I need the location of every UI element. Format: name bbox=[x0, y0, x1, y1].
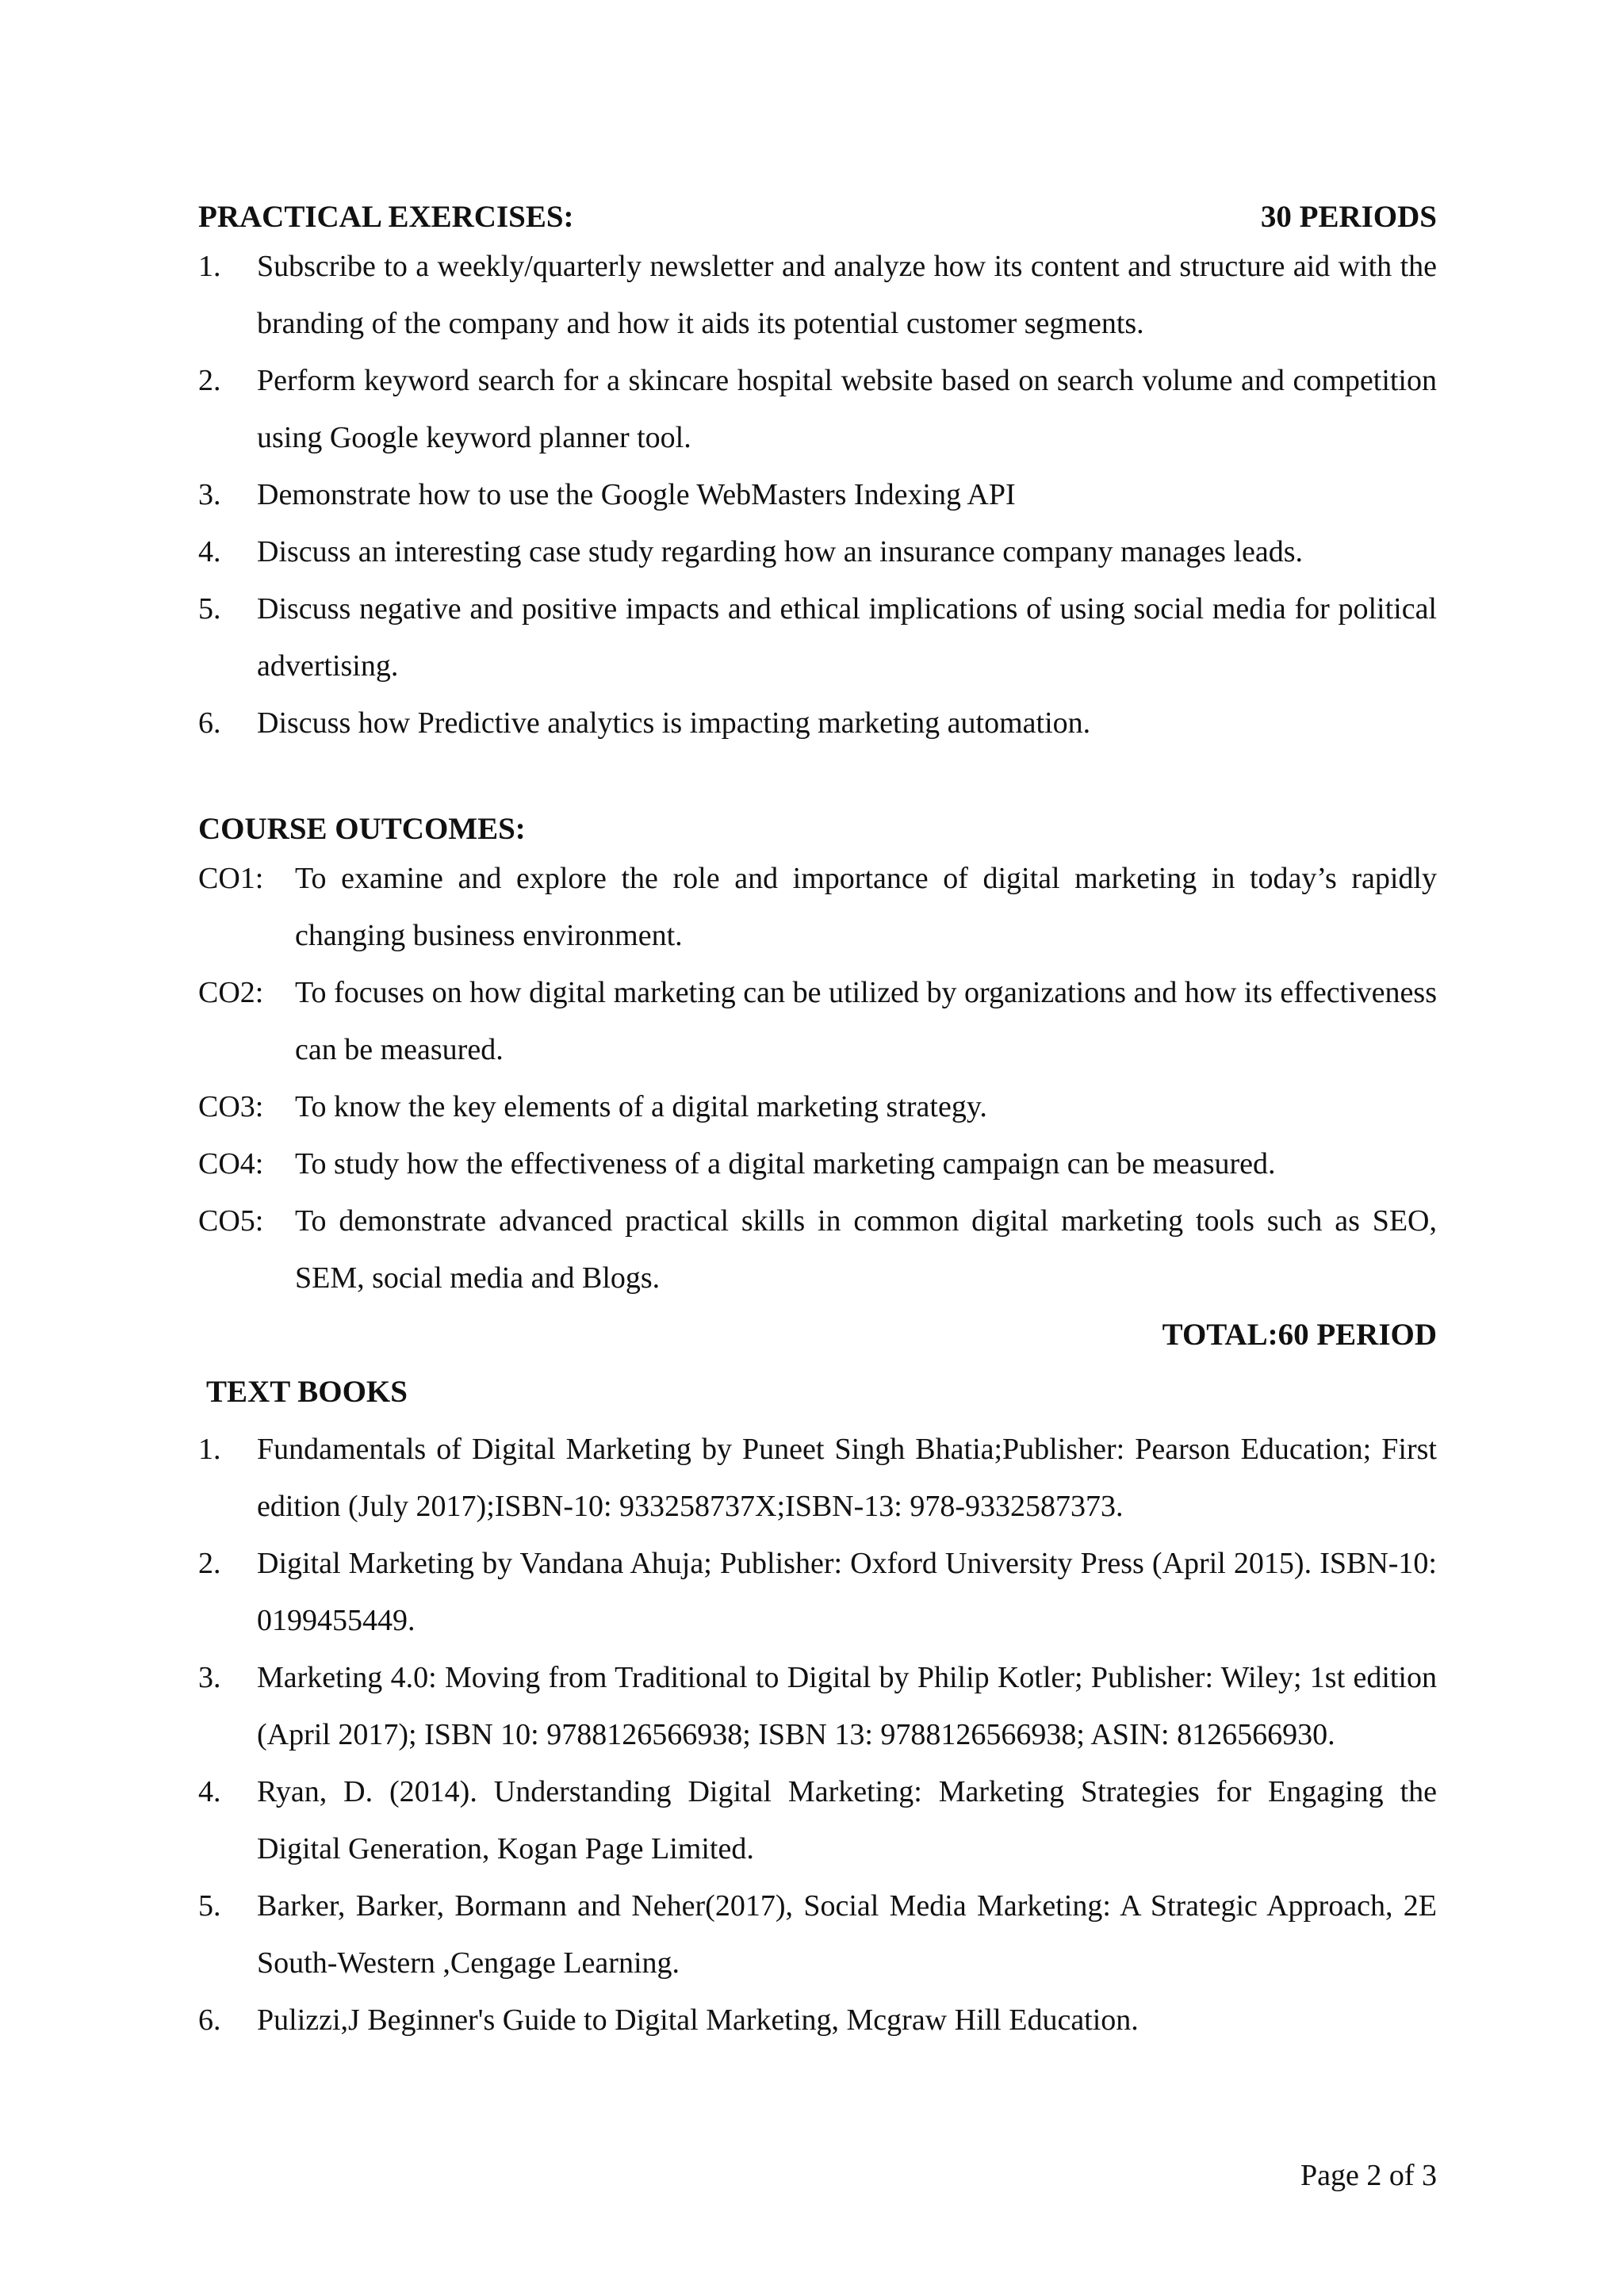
book-text: Digital Marketing by Vandana Ahuja; Publisher: Oxford University Press (April 2015). ISBN-10: 0199455449. bbox=[257, 1547, 1437, 1637]
section-spacer bbox=[198, 752, 1437, 809]
document-page bbox=[198, 197, 1437, 2049]
list-item bbox=[198, 580, 1437, 695]
list-item-text: Perform keyword search for a skincare hospital website based on search volume and competition using Google keyword planner tool. bbox=[257, 364, 1437, 454]
outcome-text: To focuses on how digital marketing can be utilized by organizations and how its effectiveness can be measured. bbox=[295, 976, 1437, 1066]
book-number: 2. bbox=[198, 1547, 221, 1580]
book-text: Marketing 4.0: Moving from Traditional to Digital by Philip Kotler; Publisher: Wiley; 1st edition (April 2017); ISBN 10: 9788126566938; ISBN 13: 9788126566938; ASIN: 8126566930. bbox=[257, 1661, 1437, 1751]
outcome-text: To know the key elements of a digital marketing strategy. bbox=[295, 1090, 987, 1123]
book-text: Pulizzi,J Beginner's Guide to Digital Marketing, Mcgraw Hill Education. bbox=[257, 2003, 1139, 2037]
list-item-number: 3. bbox=[198, 478, 221, 511]
outcome-number: CO4: bbox=[198, 1147, 264, 1181]
book-number: 1. bbox=[198, 1433, 221, 1466]
list-item bbox=[198, 352, 1437, 466]
list-item bbox=[198, 1763, 1437, 1877]
book-number: 6. bbox=[198, 2003, 221, 2037]
list-item-number: 2. bbox=[198, 364, 221, 397]
course-outcomes-title: COURSE OUTCOMES: bbox=[198, 812, 526, 846]
list-item-text: Discuss how Predictive analytics is impacting marketing automation. bbox=[257, 706, 1091, 740]
list-item-text: Subscribe to a weekly/quarterly newsletter and analyze how its content and structure aid with the branding of the company and how it aids its potential customer segments. bbox=[257, 250, 1437, 340]
list-item-number: 4. bbox=[198, 535, 221, 568]
list-item bbox=[198, 238, 1437, 352]
outcome-text: To study how the effectiveness of a digital marketing campaign can be measured. bbox=[295, 1147, 1276, 1181]
list-item bbox=[198, 1649, 1437, 1763]
text-books-list bbox=[198, 1421, 1437, 2049]
list-item bbox=[198, 523, 1437, 580]
list-item bbox=[198, 466, 1437, 523]
practical-exercises-title: PRACTICAL EXERCISES: bbox=[198, 200, 574, 234]
total-periods: TOTAL:60 PERIOD bbox=[1162, 1318, 1437, 1352]
book-text: Fundamentals of Digital Marketing by Puneet Singh Bhatia;Publisher: Pearson Education; First edition (July 2017);ISBN-10: 933258737X;ISBN-13: 978-9332587373. bbox=[257, 1433, 1437, 1523]
list-item bbox=[198, 1992, 1437, 2049]
course-outcomes-list bbox=[198, 850, 1437, 1307]
list-item bbox=[198, 695, 1437, 752]
outcome-text: To examine and explore the role and importance of digital marketing in today’s rapidly changing business environment. bbox=[295, 862, 1437, 952]
outcome-number: CO3: bbox=[198, 1090, 264, 1123]
book-text: Barker, Barker, Bormann and Neher(2017), Social Media Marketing: A Strategic Approach, 2E South-Western ,Cengage Learning. bbox=[257, 1889, 1437, 1980]
outcome-number: CO2: bbox=[198, 976, 264, 1009]
list-item-text: Discuss an interesting case study regarding how an insurance company manages leads. bbox=[257, 535, 1304, 568]
practical-exercises-list bbox=[198, 238, 1437, 752]
list-item-number: 6. bbox=[198, 706, 221, 740]
page-number: Page 2 of 3 bbox=[1300, 2159, 1437, 2192]
practical-exercises-header bbox=[198, 197, 1437, 238]
list-item bbox=[198, 1877, 1437, 1992]
list-item-text: Demonstrate how to use the Google WebMasters Indexing API bbox=[257, 478, 1016, 511]
list-item bbox=[198, 1535, 1437, 1649]
book-text: Ryan, D. (2014). Understanding Digital Marketing: Marketing Strategies for Engaging the Digital Generation, Kogan Page Limited. bbox=[257, 1775, 1437, 1866]
list-item bbox=[198, 1078, 1437, 1135]
list-item bbox=[198, 1192, 1437, 1307]
book-number: 5. bbox=[198, 1889, 221, 1923]
list-item bbox=[198, 1421, 1437, 1535]
text-books-title: TEXT BOOKS bbox=[206, 1375, 408, 1409]
book-number: 3. bbox=[198, 1661, 221, 1694]
list-item-text: Discuss negative and positive impacts and ethical implications of using social media for political advertising. bbox=[257, 592, 1437, 683]
outcome-text: To demonstrate advanced practical skills in common digital marketing tools such as SEO, SEM, social media and Blogs. bbox=[295, 1204, 1437, 1295]
list-item-number: 5. bbox=[198, 592, 221, 626]
book-number: 4. bbox=[198, 1775, 221, 1808]
list-item-number: 1. bbox=[198, 250, 221, 283]
practical-exercises-periods: 30 PERIODS bbox=[1260, 200, 1437, 234]
list-item bbox=[198, 1135, 1437, 1192]
list-item bbox=[198, 964, 1437, 1078]
list-item bbox=[198, 850, 1437, 964]
outcome-number: CO1: bbox=[198, 862, 264, 895]
outcome-number: CO5: bbox=[198, 1204, 264, 1238]
